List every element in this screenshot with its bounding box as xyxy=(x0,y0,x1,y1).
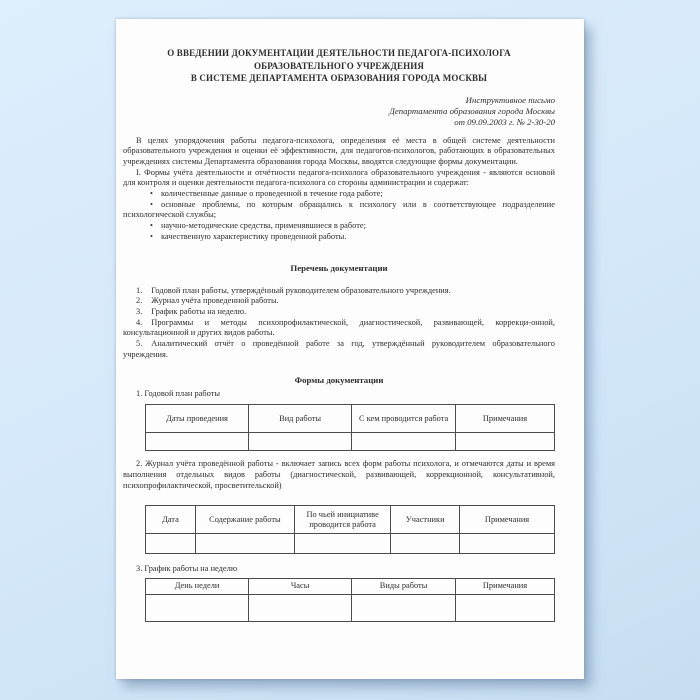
journal-paragraph: 2. Журнал учёта проведённой работы - включает запись всех форм работы психолога, и отмечаются даты и время выполнения отдельных видов работы (диагностической, развивающей, коррекционной, консультативной, психопрофилактической, просветительской) xyxy=(123,459,555,490)
bullet-icon: • xyxy=(150,199,153,209)
item-number: 4. xyxy=(136,317,143,327)
empty-cell xyxy=(249,433,352,451)
title-line-3: В СИСТЕМЕ ДЕПАРТАМЕНТА ОБРАЗОВАНИЯ ГОРОДА МОСКВЫ xyxy=(190,73,488,83)
docs-list-heading: Перечень документации xyxy=(290,262,388,273)
bullet-item-2 xyxy=(123,200,555,221)
journal-table xyxy=(145,505,555,554)
empty-cell xyxy=(391,534,460,554)
item-number: 3. xyxy=(136,306,143,316)
bullet-item-1 xyxy=(123,189,555,200)
annual-plan-table xyxy=(145,404,555,451)
empty-cell xyxy=(352,433,456,451)
letter-ref-line-3: от 09.09.2003 г. № 2-30-20 xyxy=(454,116,555,127)
bullet-item-text: научно-методические средства, применявшиеся в работе; xyxy=(160,221,366,231)
document-content xyxy=(116,19,584,622)
item-number: 1. xyxy=(136,285,143,295)
bullet-item-text: основные проблемы, по которым обращались к психологу или в соответствующее подразделение психологической службы; xyxy=(123,199,555,220)
empty-cell xyxy=(146,534,196,554)
schedule-caption: 3. График работы на неделю xyxy=(136,564,238,574)
intro-paragraph: В целях упорядочения работы педагога-психолога, определения её места в общей системе деятельности образовательного учреждения и оценки её эффективности, для педагогов-психологов, работающих в образовательных учреждениях системы Департамента образования города Москвы, вводятся следующие формы документации. xyxy=(123,135,555,166)
bullet-icon: • xyxy=(150,231,153,241)
column-header: День недели xyxy=(146,578,249,594)
empty-cell xyxy=(195,534,294,554)
column-header: Содержание работы xyxy=(195,506,294,534)
empty-cell xyxy=(249,594,352,621)
empty-cell xyxy=(294,534,391,554)
numbered-item-3 xyxy=(123,307,555,318)
column-header: Примечания xyxy=(456,578,555,594)
empty-cell xyxy=(456,433,555,451)
item-text: Журнал учёта проведенной работы. xyxy=(151,296,279,306)
item-text: Программы и методы психопрофилактической, диагностической, развивающей, коррекци-онной, консультационной и других видов работы. xyxy=(123,317,555,338)
annual-plan-caption: 1. Годовой план работы xyxy=(136,389,221,399)
bullet-icon: • xyxy=(150,221,153,231)
column-header: Даты проведения xyxy=(146,405,249,433)
table-empty-row xyxy=(146,433,555,451)
forms-account-paragraph: I. Формы учёта деятельности и отчётности педагога-психолога образовательного учреждения - являются основой для контроля и оценки деятельности педагога-психолога со стороны администрации и содержат: xyxy=(123,167,555,188)
empty-cell xyxy=(146,594,249,621)
numbered-item-1 xyxy=(123,286,555,297)
column-header: Участники xyxy=(391,506,460,534)
column-header: Примечания xyxy=(456,405,555,433)
document-page xyxy=(116,19,584,679)
letter-reference xyxy=(123,95,555,128)
item-text: Аналитический отчёт о проведённой работе за год, утверждённый руководителем образовательного учреждения. xyxy=(123,339,555,359)
column-header: По чьей инициативе проводится работа xyxy=(294,506,391,534)
item-number: 5. xyxy=(136,339,143,349)
empty-cell xyxy=(456,594,555,621)
document-title xyxy=(123,47,555,85)
title-line-1: О ВВЕДЕНИИ ДОКУМЕНТАЦИИ ДЕЯТЕЛЬНОСТИ ПЕДАГОГА-ПСИХОЛОГА xyxy=(167,48,511,58)
bullet-item-3 xyxy=(123,221,555,232)
item-text: График работы на неделю. xyxy=(151,306,247,316)
bullet-item-text: количественные данные о проведенной в течение года работе; xyxy=(160,189,383,199)
letter-ref-line-1: Инструктивное письмо xyxy=(465,94,555,105)
table-header-row xyxy=(146,578,555,594)
numbered-item-5 xyxy=(123,339,555,360)
item-text: Годовой план работы, утверждённый руководителем образовательного учреждения. xyxy=(151,285,451,295)
empty-cell xyxy=(352,594,456,621)
table-header-row xyxy=(146,405,555,433)
column-header: Вид работы xyxy=(249,405,352,433)
item-number: 2. xyxy=(136,296,143,306)
table-header-row xyxy=(146,506,555,534)
empty-cell xyxy=(460,534,555,554)
forms-heading: Формы документации xyxy=(294,375,384,386)
column-header: Дата xyxy=(146,506,196,534)
table-empty-row xyxy=(146,594,555,621)
table-empty-row xyxy=(146,534,555,554)
column-header: Виды работы xyxy=(352,578,456,594)
letter-ref-line-2: Департамента образования города Москвы xyxy=(389,105,555,116)
bullet-icon: • xyxy=(150,189,153,199)
column-header: Часы xyxy=(249,578,352,594)
bullet-item-text: качественную характеристику проведенной работы. xyxy=(160,231,347,241)
column-header: С кем проводится работа xyxy=(352,405,456,433)
numbered-item-2 xyxy=(123,296,555,307)
schedule-table xyxy=(145,578,555,622)
column-header: Примечания xyxy=(460,506,555,534)
empty-cell xyxy=(146,433,249,451)
title-line-2: ОБРАЗОВАТЕЛЬНОГО УЧРЕЖДЕНИЯ xyxy=(253,60,425,71)
bullet-item-4 xyxy=(123,232,555,243)
numbered-item-4 xyxy=(123,318,555,339)
